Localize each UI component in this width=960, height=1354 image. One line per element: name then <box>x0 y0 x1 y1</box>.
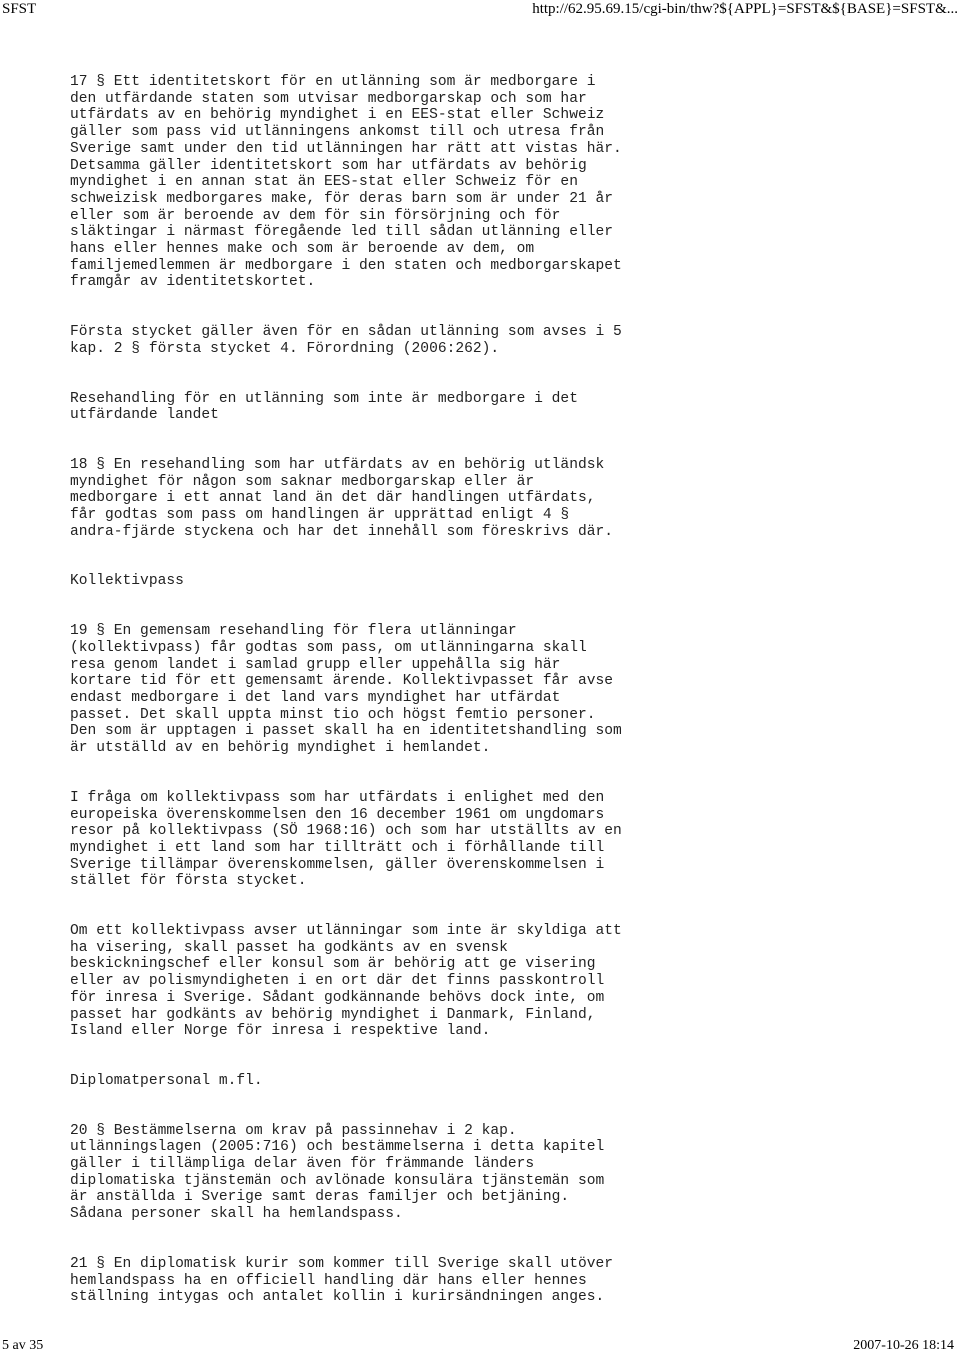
paragraph-gap <box>70 291 950 324</box>
section-heading-resehandling: Resehandling för en utlänning som inte är medborgare i det utfärdande landet <box>70 390 578 424</box>
section-heading-kollektivpass: Kollektivpass <box>70 573 184 590</box>
print-footer <box>0 1338 960 1354</box>
header-url: http://62.95.69.15/cgi-bin/thw?${APPL}=SFST&${BASE}=SFST&... <box>532 1 958 17</box>
page-number: 5 av 35 <box>2 1338 44 1353</box>
paragraph-19-second: I fråga om kollektivpass som har utfärdats i enlighet med den europeiska överenskommelsen den 16 december 1961 om ungdomars resor på kollektivpass (SÖ 1968:16) och som har utställts av en myndighet i ett land som har tillträtt och i förhållande till Sverige tillämpar överenskommelsen, gäller överenskommelsen i stället för första stycket. <box>70 789 622 890</box>
paragraph-21: 21 § En diplomatisk kurir som kommer till Sverige skall utöver hemlandspass ha en officiell handling där hans eller hennes ställning intygas och antalet kollin i kurirsändningen anges. <box>70 1255 613 1306</box>
paragraph-18: 18 § En resehandling som har utfärdats av en behörig utländsk myndighet för någon som saknar medborgarskap eller är medborgare i ett annat land än det där handlingen utfärdats, får godtas som pass om handlingen är upprättad enligt 4 § andra-fjärde styckena och har det innehåll som föreskrivs där. <box>70 456 613 540</box>
paragraph-gap <box>70 424 950 457</box>
paragraph-gap <box>70 757 950 790</box>
paragraph-gap <box>70 358 950 391</box>
paragraph-19-third: Om ett kollektivpass avser utlänningar som inte är skyldiga att ha visering, skall passet ha godkänts av en svensk beskickningschef eller konsul som är behörig att ge visering eller av polismyndigheten i en ort där det finns passkontroll för inresa i Sverige. Sådant godkännande behövs dock inte, om passet har godkänts av behörig myndighet i Danmark, Finland, Island eller Norge för inresa i respektive land. <box>70 923 622 1040</box>
print-header <box>0 0 960 22</box>
paragraph-19: 19 § En gemensam resehandling för flera utlänningar (kollektivpass) får godtas som pass, om utlänningarna skall resa genom landet i samlad grupp eller uppehålla sig här kortare tid för ett gemensamt ärende. Kollektivpasset får avse endast medborgare i det land vars myndighet har utfärdat passet. Det skall uppta minst tio och högst femtio personer. Den som är upptagen i passet skall ha en identitetshandling som är utställd av en behörig myndighet i hemlandet. <box>70 623 622 757</box>
document-body <box>70 74 950 1306</box>
print-timestamp: 2007-10-26 18:14 <box>853 1338 954 1353</box>
paragraph-20: 20 § Bestämmelserna om krav på passinnehav i 2 kap. utlänningslagen (2005:716) och bestämmelserna i detta kapitel gäller i tillämpliga delar även för främmande länders diplomatiska tjänstemän och avlönade konsulära tjänstemän som är anställda i Sverige samt deras familjer och betjäning. Sådana personer skall ha hemlandspass. <box>70 1122 605 1223</box>
paragraph-17-second: Första stycket gäller även för en sådan utlänning som avses i 5 kap. 2 § första stycket 4. Förordning (2006:262). <box>70 324 622 357</box>
paragraph-gap <box>70 540 950 573</box>
paragraph-17: 17 § Ett identitetskort för en utlänning som är medborgare i den utfärdande staten som utvisar medborgarskap och som har utfärdats av en behörig myndighet i en EES-stat eller Schweiz gäller som pass vid utlänningens ankomst till och utresa från Sverige samt under den tid utlänningen har rätt att vistas här. Detsamma gäller identitetskort som har utfärdats av behörig myndighet i en annan stat än EES-stat eller Schweiz för en schweizisk medborgares make, för deras barn som är under 21 år eller som är beroende av dem för sin försörjning och för släktingar i närmast föregående led till sådan utlänning eller hans eller hennes make och som är beroende av dem, om familjemedlemmen är medborgare i den staten och medborgarskapet framgår av identitetskortet. <box>70 74 622 291</box>
paragraph-gap <box>70 590 950 623</box>
section-heading-diplomatpersonal: Diplomatpersonal m.fl. <box>70 1072 263 1089</box>
header-document-title: SFST <box>2 1 37 17</box>
paragraph-gap <box>70 890 950 923</box>
paragraph-gap <box>70 1090 950 1123</box>
paragraph-gap <box>70 1223 950 1256</box>
paragraph-gap <box>70 1040 950 1073</box>
